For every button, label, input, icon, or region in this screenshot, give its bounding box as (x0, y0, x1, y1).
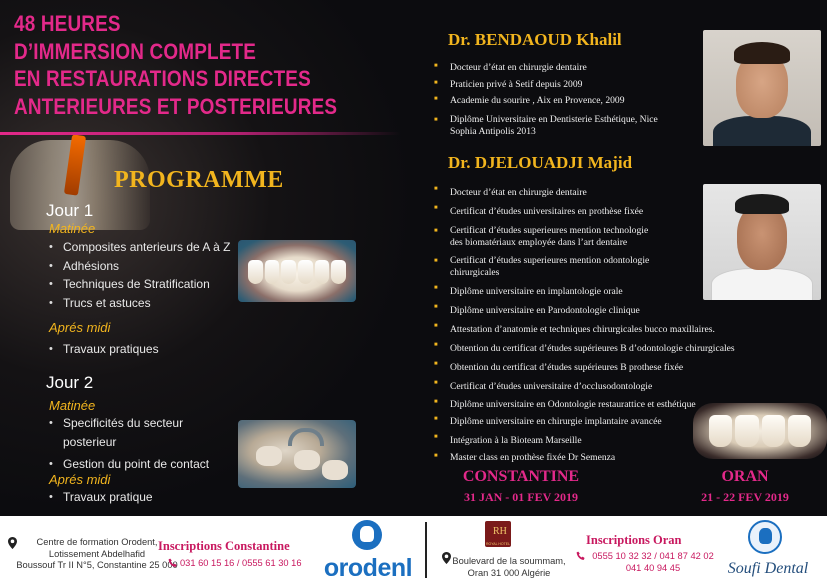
location-pin-icon (442, 552, 451, 564)
cv-item-continuation: chirurgicales (450, 267, 500, 278)
cv-item: ■ Certificat d’études superieures mention odontologie (434, 255, 735, 267)
royal-hotel-logo: RH ROYAL HOTEL (485, 521, 511, 547)
anterior-teeth-photo (238, 240, 356, 302)
list-item: • Composites anterieurs de A à Z (49, 238, 230, 257)
soufi-dental-logo (720, 520, 820, 580)
day1-morning-label: Matinée (49, 221, 96, 236)
address-line: Boussouf Tr II N°5, Constantine 25 000 (16, 560, 178, 570)
soufi-tooth-logo (748, 520, 782, 554)
phone-icon (168, 558, 178, 568)
speaker1-portrait (703, 30, 821, 146)
list-item: • Trucs et astuces (49, 294, 230, 313)
inscriptions-constantine-title: Inscriptions Constantine (158, 539, 290, 553)
address-line: Oran 31 000 Algérie (467, 567, 551, 578)
address-line: Boulevard de la soummam, (452, 556, 566, 566)
address-line: Centre de formation Orodent, (36, 537, 158, 547)
list-item: • Travaux pratique (49, 488, 153, 507)
smile-teeth-photo (693, 403, 827, 459)
list-item: • Techniques de Stratification (49, 275, 230, 294)
phone-icon (576, 551, 586, 561)
cv-item: ■ Diplôme universitaire en chirurgie implantaire avancée (434, 413, 735, 431)
orodent-logo (318, 520, 428, 582)
cv-item: ■ Diplôme universitaire en Parodontologie clinique (434, 301, 735, 320)
list-item: • Gestion du point de contact (49, 455, 209, 474)
day2-afternoon-label: Aprés midi (49, 472, 111, 487)
day1-morning-list (49, 238, 230, 312)
cv-item: ■ Certificat d’études universitaires en prothèse fixée (434, 202, 735, 221)
cv-item: ■ Docteur d’état en chirurgie dentaire (434, 60, 658, 77)
cv-item: ■ Certificat d’études universitaire d’occlusodontologie (434, 377, 735, 396)
phones-oran (586, 550, 720, 574)
cv-item: ■ Diplôme universitaire en implantologie orale (434, 282, 735, 301)
footer-divider (425, 522, 427, 578)
list-item: • Adhésions (49, 257, 230, 276)
speaker2-name: Dr. DJELOUADJI Majid (448, 153, 633, 172)
title-line: D’IMMERSION COMPLETE (14, 38, 257, 64)
day2-morning-label: Matinée (49, 398, 96, 413)
day1-afternoon-list (49, 340, 159, 359)
day2-morning-list (49, 414, 209, 474)
list-item: • Specificités du secteur (49, 414, 209, 433)
soufi-brand: Soufi Dental (727, 560, 809, 577)
inscriptions-oran-title: Inscriptions Oran (586, 533, 682, 547)
cv-item-continuation: des biomatériaux employée dans l’art dentaire (450, 237, 628, 248)
phones-constantine: 031 60 15 16 / 0555 61 30 16 (180, 558, 302, 568)
cv-item: ■ Obtention du certificat d’études supérieures B prothese fixée (434, 358, 735, 377)
phone-line: 0555 10 32 32 / 041 87 42 02 (592, 551, 714, 561)
programme-heading: PROGRAMME (114, 167, 284, 193)
cv-item: ■ Master class en prothèse fixée Dr Semenza (434, 450, 735, 466)
speaker1-name: Dr. BENDAOUD Khalil (448, 30, 622, 49)
constantine-address (14, 537, 180, 572)
address-line: Lotissement Abdelhafid (48, 548, 146, 559)
speaker1-cv (434, 60, 658, 138)
posterior-teeth-photo (238, 420, 356, 488)
list-item: • Travaux pratiques (49, 340, 159, 359)
city-constantine: CONSTANTINE (462, 468, 580, 485)
cv-item: ■ Certificat d’études superieures mention technologie (434, 225, 735, 237)
cv-item: ■ Intégration à la Bioteam Marseille (434, 431, 735, 450)
phone-line: 041 40 94 45 (625, 563, 681, 573)
dates-constantine: 31 JAN - 01 FEV 2019 (463, 490, 579, 504)
cv-item: ■ Obtention du certificat d’études supérieures B d’odontologie chirurgicales (434, 339, 735, 358)
day1-label: Jour 1 (46, 201, 94, 220)
day2-afternoon-list (49, 488, 153, 507)
cv-item: ■ Attestation d’anatomie et techniques chirurgicales bucco maxillaires. (434, 320, 735, 339)
cv-item-continuation: Sophia Antipolis 2013 (450, 125, 536, 137)
day2-label: Jour 2 (46, 373, 94, 392)
cv-item: ■ Docteur d’état en chirurgie dentaire (434, 183, 735, 202)
oran-address (452, 556, 566, 579)
city-oran: ORAN (721, 468, 769, 485)
cv-item: ■ Praticien privé à Setif depuis 2009 (434, 77, 658, 94)
title-line: ANTERIEURES ET POSTERIEURES (14, 93, 338, 119)
speaker2-portrait (703, 184, 821, 300)
dates-oran: 21 - 22 FEV 2019 (701, 490, 789, 504)
orodent-brand: orodenl (323, 554, 413, 582)
title-divider (0, 132, 400, 135)
event-title (14, 10, 337, 120)
title-line: EN RESTAURATIONS DIRECTES (14, 66, 311, 91)
title-line: 48 HEURES (14, 11, 121, 36)
continuation-text: posterieur (63, 434, 117, 449)
day1-afternoon-label: Aprés midi (49, 320, 111, 335)
royal-hotel-label: ROYAL HOTEL (485, 542, 511, 546)
footer (0, 516, 827, 584)
cv-item: ■ Diplôme universitaire en Odontologie restaurattice et esthétique (434, 396, 735, 413)
speaker2-cv (434, 183, 735, 466)
list-item-continuation (49, 433, 209, 452)
cv-item: ■ Academie du sourire , Aix en Provence, 2009 (434, 93, 658, 110)
orodent-tooth-logo (352, 520, 382, 550)
cv-item: ■ Diplôme Universitaire en Dentisterie Esthétique, Nice (434, 114, 658, 126)
